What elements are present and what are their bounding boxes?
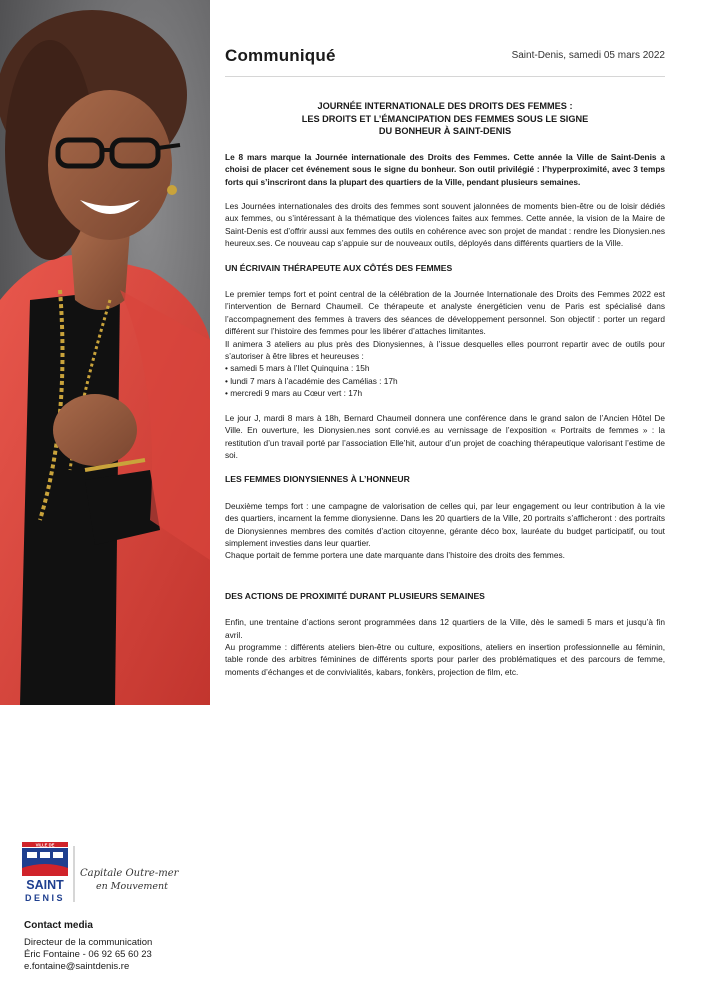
logo-tagline-1: Capitale Outre-mer (80, 868, 179, 879)
paragraph: Chaque portait de femme portera une date marquante dans l’histoire des droits des femmes. (225, 550, 565, 561)
contact-title: Contact media (24, 920, 93, 931)
paragraph: Il animera 3 ateliers au plus près des Dionysiennes, à l’issue desquelles elles pourront repartir avec de outils pour s’autoriser à être libres et heureuses : (225, 338, 665, 362)
logo-denis-text: DENIS (24, 893, 66, 903)
paragraph: Deuxième temps fort : une campagne de valorisation de celles qui, par leur engagement ou leur contribution à la vie des quartiers, incarnent la femme dionysienne. Dans les 20 quartiers de la Ville, 20 portraits s’afficheront : des portraits de Dionysiennes membres des comités d’action citoyenne, gérante déco box, lauréate du budget participatif, ou tout simplement investies dans leur quartier. (225, 500, 665, 548)
section-heading-therapist: UN ÉCRIVAIN THÉRAPEUTE AUX CÔTÉS DES FEMMES (225, 262, 453, 273)
contact-email[interactable]: e.fontaine@saintdenis.re (24, 961, 130, 972)
paragraph: Le premier temps fort et point central de la célébration de la Journée Internationale des Droits des Femmes 2022 est l’intervention de Bernard Chaumeil. Ce thérapeute et analyste énergéticien venu de Paris est spécialisé dans l’accompagnement des femmes à travers des séances de développement personnel. Son objectif : porter un regard différent sur l’histoire des femmes pour les libérer d’attaches limitantes. (225, 289, 665, 337)
section-heading-women: LES FEMMES DIONYSIENNES À L’HONNEUR (225, 474, 410, 485)
logo-tagline-2: en Mouvement (96, 881, 168, 892)
media-contact (24, 920, 204, 973)
list-item: • samedi 5 mars à l’Ilet Quinquina : 15h (225, 363, 370, 374)
header (225, 46, 665, 77)
list-item: • mercredi 9 mars au Cœur vert : 17h (225, 388, 363, 399)
saint-denis-logo (22, 842, 202, 904)
intro-paragraph: Les Journées internationales des droits des femmes sont souvent jalonnées de moments bien-être ou de loisir dédiés aux femmes, ou s’intéressant à la thématique des violences faites aux femmes. Cette année, la vision de la Maire de Saint-Denis est d’offrir aussi aux femmes des outils en cohérence avec son projet de mandat : rendre les Dionysien.nes heureux.ses. Ce nouveau cap s’appuie sur de nouveaux outils, déployés dans différents quartiers de la Ville. (225, 201, 665, 249)
workshop-list (225, 362, 665, 399)
spacer (225, 574, 665, 590)
paragraph: Au programme : différents ateliers bien-être ou culture, expositions, ateliers en insertion professionnelle au féminin, table ronde des arbitres féminines de différents sports pour parler des problématiques et des parcours de femme, moments d’échanges et de convivialités, kabars, fonkèrs, projection de film, etc. (225, 641, 665, 677)
headline (225, 100, 665, 138)
paragraph: Le jour J, mardi 8 mars à 18h, Bernard Chaumeil donnera une conférence dans le grand salon de l’Ancien Hôtel De Ville. En ouverture, les Dionysien.nes sont convié.es au vernissage de l’exposition « Portraits de femmes » : la restitution d’un travail porté par l’association Elle’hit, autour d’un projet de coaching thérapeutique valorisant l’estime de soi. (225, 412, 665, 460)
press-release-body (225, 100, 665, 690)
page-title: Communiqué (225, 46, 336, 65)
lead-paragraph: Le 8 mars marque la Journée internationale des Droits des Femmes. Cette année la Ville de Saint-Denis a choisi de placer cet événement sous le signe du bonheur. Son outil privilégié : l’hyperproximité, avec 3 temps forts qui s’inscriront dans la plupart des quartiers de la Ville, pendant plusieurs semaines. (225, 151, 665, 187)
headline-line: LES DROITS ET L’ÉMANCIPATION DES FEMMES SOUS LE SIGNE (301, 113, 589, 124)
date-line: Saint-Denis, samedi 05 mars 2022 (511, 50, 665, 61)
logo-ville-text: VILLE DE (35, 842, 55, 848)
portrait-photo (0, 0, 210, 705)
logo-saint-text: SAINT (26, 878, 64, 892)
paragraph: Enfin, une trentaine d’actions seront programmées dans 12 quartiers de la Ville, dès le samedi 5 mars et jusqu’à fin avril. (225, 617, 665, 640)
list-item: • lundi 7 mars à l’académie des Camélias : 17h (225, 375, 398, 386)
contact-role: Directeur de la communication (24, 937, 153, 948)
headline-line: JOURNÉE INTERNATIONALE DES DROITS DES FEMMES : (317, 101, 573, 111)
section-heading-actions: DES ACTIONS DE PROXIMITÉ DURANT PLUSIEURS SEMAINES (225, 590, 485, 601)
headline-line: DU BONHEUR À SAINT-DENIS (378, 126, 512, 137)
contact-name-phone: Éric Fontaine - 06 92 65 60 23 (24, 949, 152, 960)
